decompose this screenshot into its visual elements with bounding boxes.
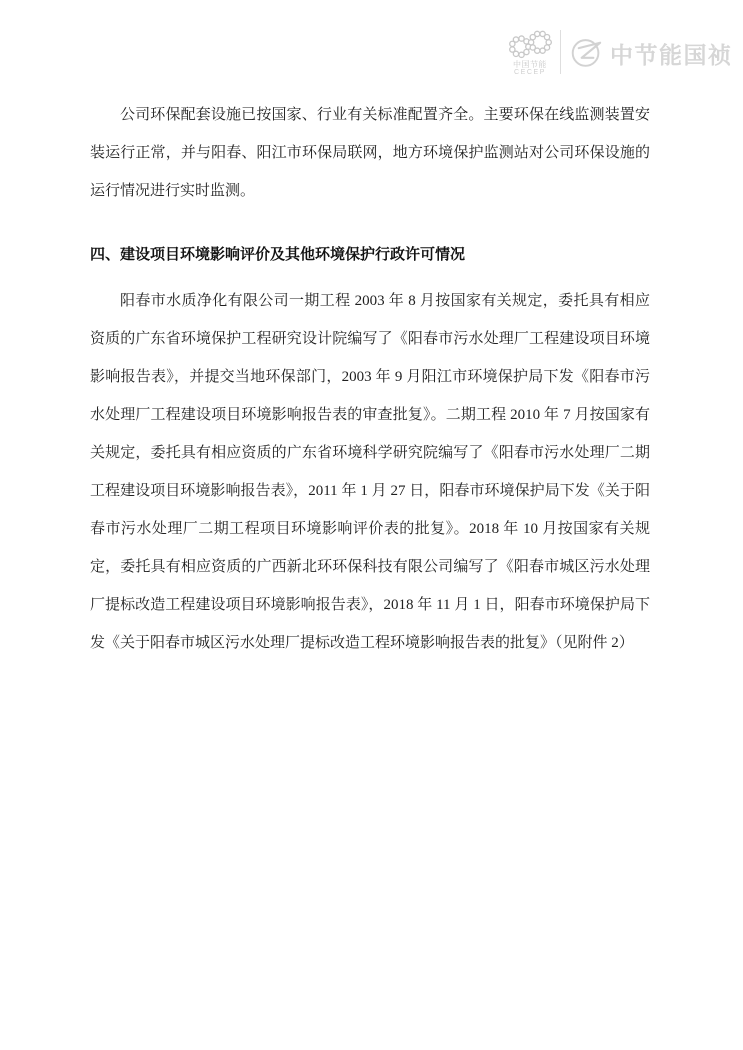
cecep-dotted-rings-icon bbox=[508, 30, 552, 59]
cecep-logo bbox=[506, 30, 554, 77]
text-line: 阳春市水质净化有限公司一期工程 2003 年 8 月按国家有关规定，委托具有相应 bbox=[120, 293, 650, 309]
text-line: 厂提标改造工程建设项目环境影响报告表》，2018 年 11 月 1 日，阳春市环境保护局下 bbox=[90, 597, 650, 613]
guozhen-circle-z-icon bbox=[570, 35, 605, 74]
text-line: 公司环保配套设施已按国家、行业有关标准配置齐全。主要环保在线监测装置安 bbox=[120, 107, 650, 123]
text-line: 装运行正常，并与阳春、阳江市环保局联网，地方环境保护监测站对公司环保设施的 bbox=[90, 145, 650, 161]
guozhen-logo bbox=[570, 35, 733, 74]
cecep-logo-cn-label: 中国节能 bbox=[513, 60, 547, 69]
text-line: 影响报告表》，并提交当地环保部门，2003 年 9 月阳江市环境保护局下发《阳春市污 bbox=[90, 369, 650, 385]
paragraph-eia-history bbox=[90, 282, 650, 662]
brand-header bbox=[506, 30, 733, 77]
text-line: 定，委托具有相应资质的广西新北环环保科技有限公司编写了《阳春市城区污水处理 bbox=[90, 559, 650, 575]
logo-divider bbox=[560, 30, 561, 74]
text-line: 水处理厂工程建设项目环境影响报告表的审查批复》。二期工程 2010 年 7 月按国家有 bbox=[90, 407, 650, 423]
cecep-logo-en-label: CECEP bbox=[513, 69, 547, 76]
text-line: 发《关于阳春市城区污水处理厂提标改造工程环境影响报告表的批复》（见附件 2） bbox=[90, 635, 634, 651]
section-heading: 四、建设项目环境影响评价及其他环境保护行政许可情况 bbox=[90, 246, 466, 263]
guozhen-logo-label: 中节能国祯 bbox=[610, 41, 733, 68]
text-line: 工程建设项目环境影响报告表》，2011 年 1 月 27 日，阳春市环境保护局下发《关于阳 bbox=[90, 483, 650, 499]
text-line: 资质的广东省环境保护工程研究设计院编写了《阳春市污水处理厂工程建设项目环境 bbox=[90, 331, 650, 347]
text-line: 春市污水处理厂二期工程项目环境影响评价表的批复》。2018 年 10 月按国家有关规 bbox=[90, 521, 650, 537]
text-line: 运行情况进行实时监测。 bbox=[90, 183, 256, 199]
paragraph-env-monitoring bbox=[90, 96, 650, 210]
text-line: 关规定，委托具有相应资质的广东省环境科学研究院编写了《阳春市污水处理厂二期 bbox=[90, 445, 650, 461]
